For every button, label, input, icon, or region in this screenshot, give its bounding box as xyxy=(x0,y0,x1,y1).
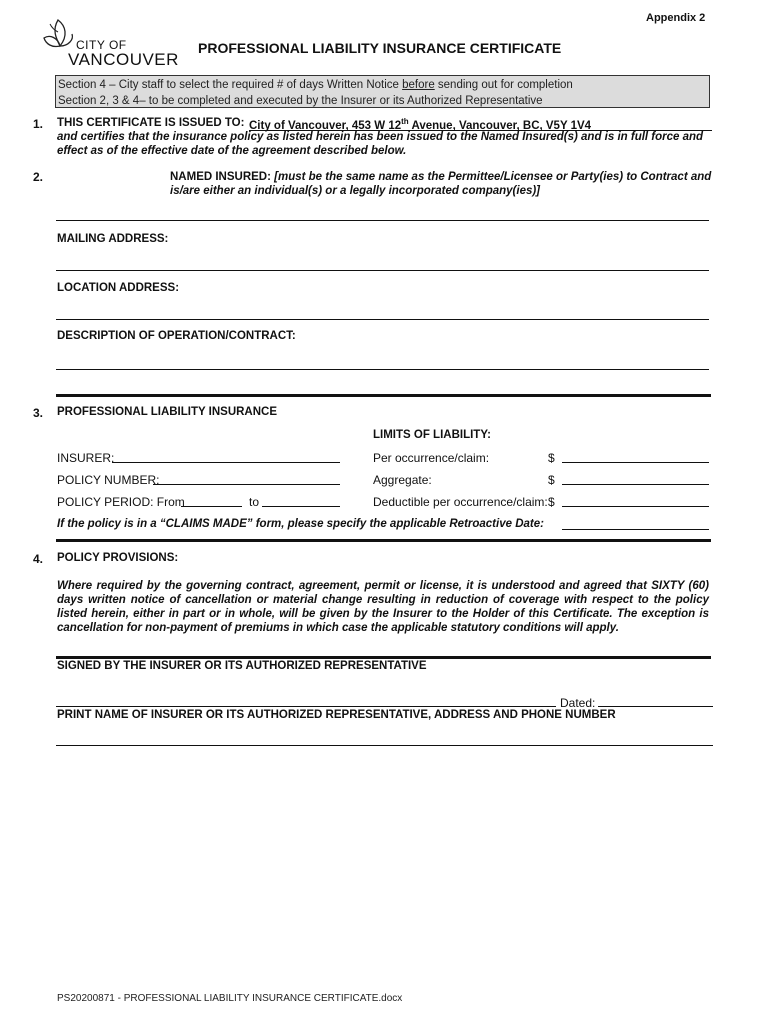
policy-period-from-field[interactable] xyxy=(181,506,242,507)
section-divider xyxy=(56,656,711,659)
named-insured-note: [must be the same name as the Permittee/Licensee or Party(ies) to Contract and is/are either an individual(s) or a legally incorporated company(ies)] xyxy=(170,171,712,197)
policy-provisions-heading: POLICY PROVISIONS: xyxy=(57,552,179,564)
issued-to-label: THIS CERTIFICATE IS ISSUED TO: xyxy=(57,117,245,129)
issued-to-text: City of Vancouver, 453 W 12 xyxy=(249,119,402,132)
named-insured-label: NAMED INSURED: xyxy=(170,171,271,183)
policy-provisions-text: Where required by the governing contract, agreement, permit or license, it is understood and agreed that SIXTY (60) days written notice of cancellation or material change resulting in reduction of coverage with respect to the policy listed herein, either in part or in whole, will be given by the Insurer to the Holder of this Certificate. The exception is cancellation for non-payment of premiums in which case the applicable statutory conditions will apply. xyxy=(57,580,709,634)
issued-to-text: Avenue, Vancouver, BC, V5Y 1V4 xyxy=(408,119,592,132)
city-logo xyxy=(38,14,188,69)
insurer-label: INSURER: xyxy=(57,451,115,465)
section-1-number: 1. xyxy=(33,117,44,131)
limits-of-liability-heading: LIMITS OF LIABILITY: xyxy=(373,429,491,441)
aggregate-field[interactable] xyxy=(562,484,709,485)
policy-period-to-field[interactable] xyxy=(262,506,340,507)
mailing-address-label: MAILING ADDRESS: xyxy=(57,233,169,245)
signed-by-label: SIGNED BY THE INSURER OR ITS AUTHORIZED REPRESENTATIVE xyxy=(57,660,427,672)
named-insured-field[interactable] xyxy=(56,220,709,221)
policy-period-from-label: POLICY PERIOD: From xyxy=(57,495,185,509)
instruction-text: sending out for completion xyxy=(434,79,573,91)
instruction-line-1 xyxy=(58,77,709,93)
print-name-field[interactable] xyxy=(56,745,713,746)
policy-period-to-label: to xyxy=(249,495,260,509)
location-address-label: LOCATION ADDRESS: xyxy=(57,282,180,294)
certifies-text: and certifies that the insurance policy as listed herein has been issued to the Named Insured(s) and is in full force and effect as of the effective date of the agreement described below. xyxy=(57,131,704,157)
dated-label: Dated: xyxy=(560,696,596,710)
retroactive-date-field[interactable] xyxy=(562,529,709,530)
per-occurrence-field[interactable] xyxy=(562,462,709,463)
dollar-sign: $ xyxy=(548,495,555,509)
description-label: DESCRIPTION OF OPERATION/CONTRACT: xyxy=(57,330,296,342)
claims-made-text: If the policy is in a “CLAIMS MADE” form, please specify the applicable Retroactive Date: xyxy=(57,518,544,530)
section-divider xyxy=(56,539,711,542)
named-insured-block xyxy=(170,170,715,198)
page-title: PROFESSIONAL LIABILITY INSURANCE CERTIFICATE xyxy=(198,40,562,56)
aggregate-label: Aggregate: xyxy=(373,473,432,487)
dated-field[interactable] xyxy=(598,706,713,707)
description-field[interactable] xyxy=(56,369,709,370)
issued-to-sup: th xyxy=(401,117,409,126)
section-4-number: 4. xyxy=(33,552,44,566)
location-address-field[interactable] xyxy=(56,319,709,320)
issued-to-value xyxy=(249,117,712,131)
signature-field[interactable] xyxy=(56,706,556,707)
deductible-field[interactable] xyxy=(562,506,709,507)
per-occurrence-label: Per occurrence/claim: xyxy=(373,451,490,465)
section-divider xyxy=(56,394,711,397)
instruction-line-2: Section 2, 3 & 4– to be completed and executed by the Insurer or its Authorized Representative xyxy=(58,95,543,107)
section-2-number: 2. xyxy=(33,170,44,184)
mailing-address-field[interactable] xyxy=(56,270,709,271)
insurer-field[interactable] xyxy=(112,462,340,463)
logo-vancouver: VANCOUVER xyxy=(68,50,179,69)
policy-number-label: POLICY NUMBER: xyxy=(57,473,160,487)
instructions-box xyxy=(55,75,710,108)
appendix-label: Appendix 2 xyxy=(646,12,706,24)
policy-number-field[interactable] xyxy=(153,484,340,485)
dollar-sign: $ xyxy=(548,473,555,487)
footer-filename: PS20200871 - PROFESSIONAL LIABILITY INSURANCE CERTIFICATE.docx xyxy=(57,993,403,1004)
logo-city-of: CITY OF xyxy=(76,38,127,52)
section-3-number: 3. xyxy=(33,406,44,420)
professional-liability-heading: PROFESSIONAL LIABILITY INSURANCE xyxy=(57,406,278,418)
print-name-label: PRINT NAME OF INSURER OR ITS AUTHORIZED REPRESENTATIVE, ADDRESS AND PHONE NUMBER xyxy=(57,709,616,721)
dollar-sign: $ xyxy=(548,451,555,465)
instruction-text: Section 4 – City staff to select the required # of days Written Notice xyxy=(58,79,403,91)
instruction-underlined: before xyxy=(402,79,435,91)
deductible-label: Deductible per occurrence/claim: xyxy=(373,495,548,509)
